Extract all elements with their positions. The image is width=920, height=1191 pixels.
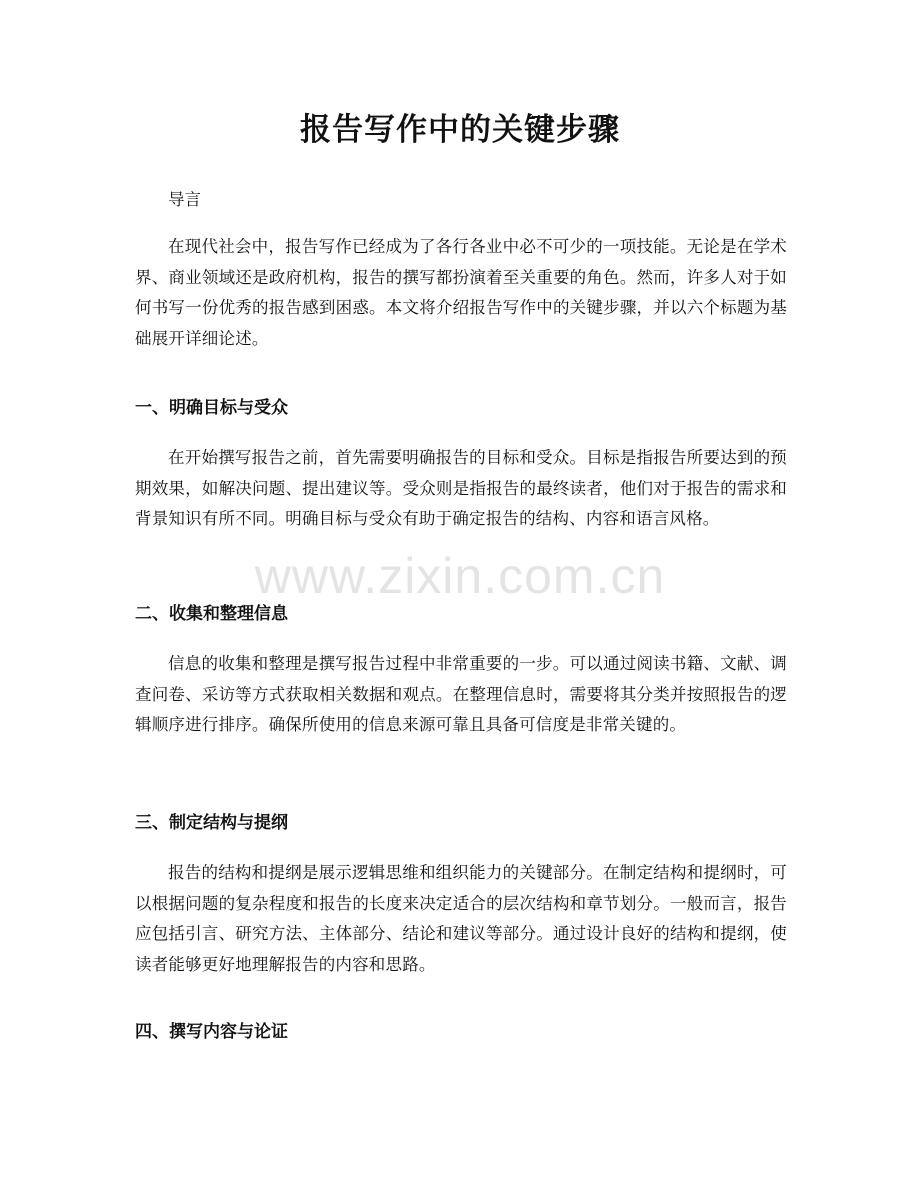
document-title: 报告写作中的关键步骤 (300, 112, 620, 148)
section-heading-4: 四、撰写内容与论证 (135, 1022, 288, 1042)
section-paragraph-2: 信息的收集和整理是撰写报告过程中非常重要的一步。可以通过阅读书籍、文献、调查问卷、采访等方式获取相关数据和观点。在整理信息时，需要将其分类并按照报告的逻辑顺序进行排序。确保所使用的信息来源可靠且具备可信度是非常关键的。 (135, 654, 787, 734)
section-heading-2: 二、收集和整理信息 (135, 604, 288, 624)
section-paragraph-3: 报告的结构和提纲是展示逻辑思维和组织能力的关键部分。在制定结构和提纲时，可以根据问题的复杂程度和报告的长度来决定适合的层次结构和章节划分。一般而言，报告应包括引言、研究方法、主体部分、结论和建议等部分。通过设计良好的结构和提纲，使读者能够更好地理解报告的内容和思路。 (135, 863, 787, 974)
section-heading-3: 三、制定结构与提纲 (135, 813, 288, 833)
section-paragraph-1: 在开始撰写报告之前，首先需要明确报告的目标和受众。目标是指报告所要达到的预期效果，如解决问题、提出建议等。受众则是指报告的最终读者，他们对于报告的需求和背景知识有所不同。明确目标与受众有助于确定报告的结构、内容和语言风格。 (135, 448, 787, 528)
section-heading-1: 一、明确目标与受众 (135, 398, 288, 418)
intro-paragraph: 在现代社会中，报告写作已经成为了各行各业中必不可少的一项技能。无论是在学术界、商业领域还是政府机构，报告的撰写都扮演着至关重要的角色。然而，许多人对于如何书写一份优秀的报告感到困惑。本文将介绍报告写作中的关键步骤，并以六个标题为基础展开详细论述。 (135, 237, 787, 348)
intro-label: 导言 (168, 190, 201, 209)
site-watermark: www.zixin.com.cn (254, 548, 666, 604)
